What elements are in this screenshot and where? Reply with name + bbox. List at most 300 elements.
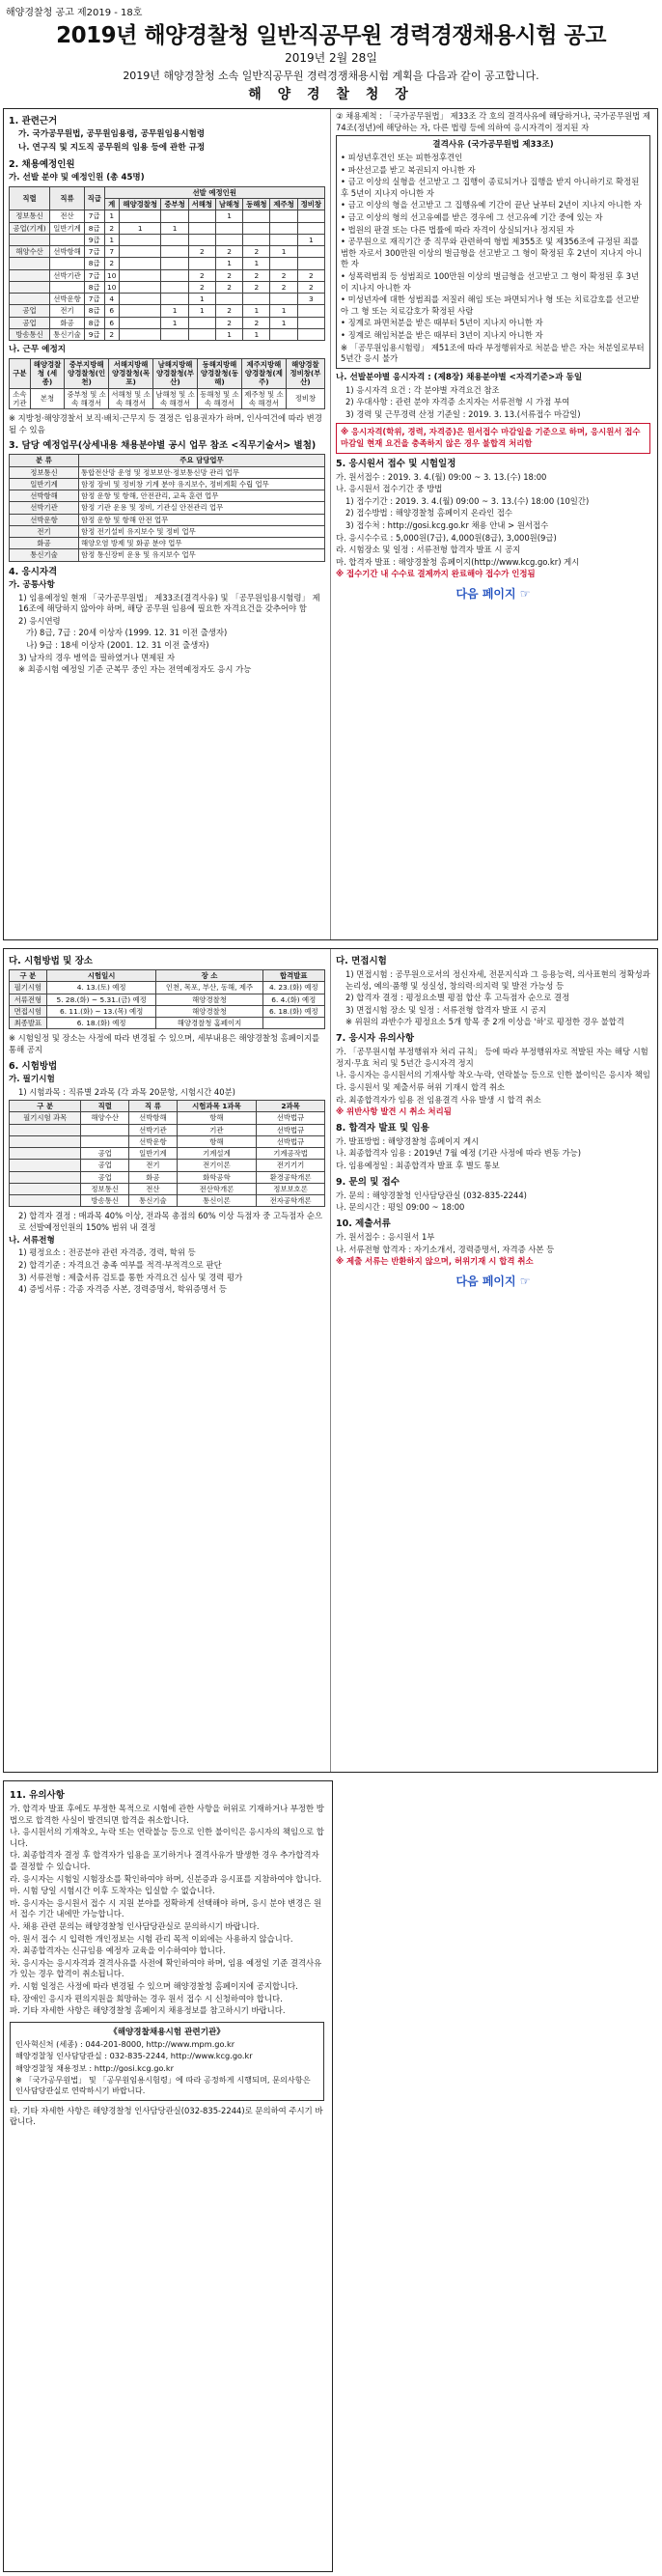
disqualify-note: ※ 「공무원임용시험령」 제51조에 따라 부정행위자로 처분을 받은 자는 처분일로부터 5년간 응시 불가 [341,342,645,364]
table-cell [270,222,297,234]
s6-heading: 6. 시험방법 [9,1060,58,1072]
table-header: 제주지방해양경찰청(제주) [241,358,286,388]
table-cell: 기계공작법 [257,1148,325,1160]
table-header: 장 소 [156,970,262,982]
table-row [10,478,325,490]
table-row [10,549,325,561]
table-cell [243,234,270,245]
table-cell [297,328,324,340]
s5-item: 가. 원서접수 : 2019. 3. 4.(월) 09:00 ~ 3. 13.(수) 18:00 [336,471,547,482]
table-cell [188,234,215,245]
table-cell: 일반기계 [50,222,85,234]
table-cell: 2 [215,281,242,293]
s10-heading: 10. 제출서류 [336,1218,391,1229]
table-row [10,294,325,305]
table-cell [119,305,161,317]
table-cell [188,222,215,234]
table-cell: 동해청 및 소속 해경서 [197,388,241,409]
table-cell: 방송통신 [81,1195,129,1207]
table-cell [119,281,161,293]
table-cell: 공업 [10,305,50,317]
table-cell: 8급 [84,305,104,317]
table-cell: 화공 [129,1171,178,1183]
table-cell: 10 [104,269,119,281]
table-row [10,466,325,478]
disqualify-box-title: 결격사유 (국가공무원법 제33조) [432,140,554,151]
table-cell: 함정 기관 운용 및 정비, 기관실 안전관리 업무 [78,502,324,514]
table-cell: 필기시험 과목 [10,1112,81,1124]
s8-item: 다. 임용예정일 : 최종합격자 발표 후 별도 통보 [336,1161,500,1171]
table-cell: 2 [215,246,242,258]
qualification-item: 3) 경력 및 근무경력 산정 기준일 : 2019. 3. 13.(서류접수 마감일) [345,408,581,419]
table-cell: 2 [270,269,297,281]
table-cell: 최종발표 [10,1018,47,1029]
table-header: 2과목 [257,1101,325,1112]
table-cell [119,234,161,245]
table-cell: 1 [270,305,297,317]
s8-heading: 8. 합격자 발표 및 임용 [336,1122,429,1134]
table-header: 계 [104,199,119,210]
notice-intro: 2019년 해양경찰청 소속 일반직공무원 경력경쟁채용시험 계획을 다음과 같이 공고합니다. [123,70,539,82]
table-cell [10,1171,81,1183]
block2-right-column [336,951,650,1766]
s5-item: 3) 접수처 : http://gosi.kcg.go.kr 채용 안내 > 원서접수 [345,520,549,531]
note-item: 가. 합격자 발표 후에도 부정한 목적으로 시험에 관한 사항을 허위로 기재하거나 부정한 방법으로 합격한 사실이 발견되면 합격을 취소합니다. [10,1804,324,1825]
table-cell: 2 [215,305,242,317]
s7-heading: 7. 응시자 유의사항 [336,1033,415,1045]
table-cell: 전기 [10,525,79,537]
table-row [10,258,325,269]
table-cell: 2 [215,317,242,328]
table-cell: 통신기술 [10,549,79,561]
duty-rows [10,466,325,561]
table-cell [119,317,161,328]
table-cell [10,1195,81,1207]
table-row [10,1195,325,1207]
qualification-item: 1) 응시자격 요건 : 각 분야별 자격요건 참조 [345,384,500,395]
table-header: 서해청 [188,199,215,210]
table-header: 해양경찰청 [119,199,161,210]
table-row [10,234,325,245]
note-item: 카. 시험 일정은 사정에 따라 변경될 수 있으며 해양경찰청 홈페이지에 공지합니다. [10,1981,298,1992]
table-cell: 항해 [177,1135,256,1147]
table-cell [119,294,161,305]
table-header: 동해지방해양경찰청(동해) [197,358,241,388]
table-cell [119,269,161,281]
table-cell: 전기 [129,1160,178,1171]
table-cell: 1 [215,210,242,222]
notice-number: 해양경찰청 공고 제2019 - 18호 [6,8,143,18]
table-cell: 필기시험 [10,982,47,994]
table-cell: 9급 [84,234,104,245]
s4-item: 나) 9급 : 18세 이상자 (2001. 12. 31 이전 출생자) [26,640,209,651]
table-header: 시험일시 [46,970,156,982]
table-cell [10,1148,81,1160]
table-cell: 1 [104,210,119,222]
table-cell: 정보보호론 [257,1183,325,1194]
table-cell: 화공 [10,538,79,549]
s6-item: 2) 합격기준 : 자격요건 충족 여부를 적격·부적격으로 판단 [18,1260,222,1270]
table-cell: 남해청 및 소속 해경서 [153,388,198,409]
table-cell: 4. 23.(화) 예정 [262,982,324,994]
table-cell: 1 [119,222,161,234]
next-page-link[interactable]: 다음 페이지 ☞ [455,1274,531,1288]
table-cell: 4. 13.(토) 예정 [46,982,156,994]
table-cell: 1 [297,234,324,245]
table-cell: 함정 운항 및 항해 안전 업무 [78,514,324,525]
table-cell: 8급 [84,281,104,293]
table-cell [10,294,50,305]
qualification-heading: 나. 선발분야별 응시자격 : (제8장) 채용분야별 <자격기준>과 동일 [336,372,583,382]
table-cell [10,234,50,245]
table-cell: 전산학개론 [177,1183,256,1194]
table-row [10,514,325,525]
s5-item: 나. 응시원서 접수기간 중 방법 [336,484,443,494]
table-cell: 해양오염 방제 및 화공 분야 업무 [78,538,324,549]
table-cell: 인천, 목포, 부산, 동해, 제주 [156,982,262,994]
table-header: 제주청 [270,199,297,210]
table-cell [50,258,85,269]
table-cell: 7급 [84,294,104,305]
s6-item: 1) 평정요소 : 전공분야 관련 자격증, 경력, 학위 등 [18,1247,196,1258]
duty-table [9,454,325,561]
table-row [10,994,325,1005]
table-cell: 전기 [50,305,85,317]
note-item: 아. 원서 접수 시 입력한 개인정보는 시험 관리 목적 이외에는 사용하지 않습니다. [10,1933,293,1944]
table-row [10,281,325,293]
table-cell [215,222,242,234]
table-cell: 1 [188,305,215,317]
table-cell: 7급 [84,210,104,222]
table-cell [243,210,270,222]
related-agency: 인사혁신처 (세종) : 044-201-8000, http://www.mpm.go.kr [15,2039,235,2050]
s4-item: 2) 응시연령 [18,615,61,626]
table-cell: 해양수산 [81,1112,129,1124]
note-item: 차. 응시자는 응시자격과 결격사유를 사전에 확인하여야 하며, 임용 예정일 기준 결격사유가 있는 경우 합격이 취소됩니다. [10,1957,322,1979]
table-cell [243,294,270,305]
table-cell: 선박항해 [50,246,85,258]
table-cell [161,269,188,281]
table-cell: 선박항해 [10,490,79,502]
disqualify-item: • 징계로 해임처분을 받은 때부터 3년이 지나지 아니한 자 [341,329,543,340]
schedule-note: ※ 시험일정 및 장소는 사정에 따라 변경될 수 있으며, 세부내용은 해양경찰청 홈페이지를 통해 공지 [9,1033,320,1054]
s6-item: 1) 시험과목 : 직류별 2과목 (각 과목 20문항, 시험시간 40분) [18,1086,235,1097]
table-row [10,1135,325,1147]
table-header: 주요 담당업무 [78,455,324,466]
s2-subheading: 가. 선발 분야 및 예정인원 (총 45명) [9,172,145,182]
table-cell: 통신기술 [129,1195,178,1207]
s7-item: 나. 응시자는 응시원서의 기재사항 착오·누락, 연락불능 등으로 인한 불이익은 응시자 책임 [336,1070,650,1080]
section-block-1 [3,108,658,940]
table-row [10,502,325,514]
table-header: 정비창 [297,199,324,210]
s9-item: 나. 문의시간 : 평일 09:00 ~ 18:00 [336,1202,465,1213]
interview-heading: 다. 면접시험 [336,956,387,966]
s4-item: 가) 8급, 7급 : 20세 이상자 (1999. 12. 31 이전 출생자) [26,628,228,638]
table-cell: 선박운항 [50,294,85,305]
block1-left-column [9,111,325,934]
final-note: 타. 기타 자세한 사항은 해양경찰청 인사담당관실(032-835-2244)로 문의하여 주시기 바랍니다. [10,2105,323,2127]
table-cell [10,1183,81,1194]
table-cell: 정보통신 [81,1183,129,1194]
table-cell: 선박법규 [257,1124,325,1135]
table-cell [10,281,50,293]
next-page-link[interactable]: 다음 페이지 ☞ [455,587,531,602]
table-header: 구 분 [10,1101,81,1112]
table-cell: 선박운항 [10,514,79,525]
s1-item: 가. 국가공무원법, 공무원임용령, 공무원임용시험령 [18,129,206,140]
table-cell: 선박운항 [129,1135,178,1147]
table-cell: 1 [188,294,215,305]
table-row [10,246,325,258]
s1-heading: 1. 관련근거 [9,116,58,126]
table-cell [215,234,242,245]
table-row [10,317,325,328]
table-cell: 1 [161,317,188,328]
s5-red-note: ※ 접수기간 내 수수료 결제까지 완료해야 접수가 인정됨 [336,569,536,579]
s6-item: 4) 증빙서류 : 각종 자격증 사본, 경력증명서, 학위증명서 등 [18,1284,228,1295]
table-cell: 환경공학개론 [257,1171,325,1183]
disqualify-item: • 징계로 파면처분을 받은 때부터 5년이 지나지 아니한 자 [341,318,543,328]
workplace-note: ※ 지방청·해양경찰서 보직·배치·근무지 등 결정은 임용권자가 하며, 인사여건에 따라 변경될 수 있음 [9,413,322,434]
table-cell: 2 [215,269,242,281]
s6-item: 2) 합격자 결정 : 매과목 40% 이상, 전과목 총점의 60% 이상 득점자 중 고득점자 순으로 선발예정인원의 150% 범위 내 결정 [18,1211,323,1232]
s4-item: 1) 임용예정일 현재 「국가공무원법」 제33조(결격사유) 및 「공무원임용시험령」 제16조에 해당하지 않아야 하며, 해당 공무원 임용에 필요한 자격요건을 갖추어야 함 [18,592,320,614]
interview-item: 2) 합격자 결정 : 평정요소별 평점 합산 후 고득점자 순으로 결정 [345,993,570,1003]
table-cell: 정보통신 [10,210,50,222]
table-cell: 6 [104,305,119,317]
table-cell [262,1018,324,1029]
table-cell: 1 [243,258,270,269]
table-header: 직 류 [129,1101,178,1112]
table-row [10,222,325,234]
s4-item: 3) 남자의 경우 병역을 필하였거나 면제된 자 [18,652,176,662]
s5-item: 라. 시험장소 및 일정 : 서류전형 합격자 발표 시 공지 [336,545,521,555]
table-cell: 2 [104,258,119,269]
table-cell: 전기이론 [177,1160,256,1171]
table-cell: 6. 18.(화) 예정 [262,1005,324,1017]
table-cell: 공업 [10,317,50,328]
table-cell: 6. 11.(화) ~ 13.(목) 예정 [46,1005,156,1017]
table-cell [297,317,324,328]
table-cell: 해양경찰청 홈페이지 [156,1018,262,1029]
s9-item: 가. 문의 : 해양경찰청 인사담당관실 (032-835-2244) [336,1190,527,1200]
table-cell: 함정 장비 및 정비창 기계 분야 유지보수, 정비계획 수립 업무 [78,478,324,490]
table-cell: 선박기관 [50,269,85,281]
written-subject-table [9,1100,325,1207]
block1-right-column [336,111,650,934]
table-cell [270,210,297,222]
exam-method-heading: 다. 시험방법 및 장소 [9,956,93,966]
table-cell: 선박기관 [129,1124,178,1135]
table-cell: 1 [104,234,119,245]
table-cell [10,269,50,281]
qualification-red-note: ※ 응시자격(학위, 경력, 자격증)은 원서접수 마감일을 기준으로 하며, 응시원서 접수 마감일 현재 요건을 충족하지 않은 경우 불합격 처리함 [336,423,650,453]
block3-column [10,1785,324,2563]
disqualify-item: • 파산선고를 받고 복권되지 아니한 자 [341,164,476,175]
table-cell: 전기기기 [257,1160,325,1171]
recruit-rows [10,210,325,341]
table-header: 해양경찰정비창(부산) [286,358,324,388]
table-row [10,210,325,222]
interview-note: ※ 위원의 과반수가 평정요소 5개 항목 중 2개 이상을 '하'로 평정한 경우 불합격 [345,1017,624,1027]
table-cell: 1 [215,258,242,269]
s8-item: 나. 최종합격자 임용 : 2019년 7월 예정 (기관 사정에 따라 변동 가능) [336,1148,582,1159]
table-row [10,1171,325,1183]
table-cell [297,258,324,269]
disqualify-item: • 피성년후견인 또는 피한정후견인 [341,153,463,163]
section-block-2 [3,948,658,1773]
table-row [10,1183,325,1194]
table-cell [10,1124,81,1135]
table-cell [215,294,242,305]
table-cell: 3 [297,294,324,305]
table-header: 중부청 [161,199,188,210]
table-row [10,388,325,409]
table-cell [161,234,188,245]
s8-item: 가. 발표방법 : 해양경찰청 홈페이지 게시 [336,1135,480,1146]
s6-sub-b: 나. 서류전형 [9,1235,55,1246]
s10-red-note: ※ 제출 서류는 반환하지 않으며, 허위기재 시 합격 취소 [336,1256,534,1267]
table-row [10,1018,325,1029]
s4-heading: 4. 응시자격 [9,566,58,577]
table-cell: 2 [188,281,215,293]
table-header: 선발 예정인원 [104,186,324,198]
table-cell: 6. 18.(화) 예정 [46,1018,156,1029]
table-cell: 1 [243,328,270,340]
table-cell: 해양수산 [10,246,50,258]
note-item: 다. 최종합격자 결정 후 합격자가 임용을 포기하거나 결격사유가 발생한 경우 추가합격자를 결정할 수 있습니다. [10,1850,319,1872]
table-cell [10,1135,81,1147]
table-cell: 정비창 [286,388,324,409]
table-cell: 1 [161,305,188,317]
s5-item: 2) 접수방법 : 해양경찰청 홈페이지 온라인 접수 [345,508,513,518]
table-cell: 7 [104,246,119,258]
note-item: 자. 최종합격자는 신규임용 예정자 교육을 이수하여야 합니다. [10,1946,226,1956]
table-cell: 선박기관 [10,502,79,514]
table-cell: 공업 [81,1148,129,1160]
s2-heading: 2. 채용예정인원 [9,158,75,170]
table-cell: 함정 통신장비 운용 및 유지보수 업무 [78,549,324,561]
table-cell [297,246,324,258]
table-cell: 6. 4.(화) 예정 [262,994,324,1005]
disqualify-box [336,135,650,369]
table-cell: 기계설계 [177,1148,256,1160]
table-row [10,1005,325,1017]
table-cell: 화공 [50,317,85,328]
table-cell: 해양경찰청 [156,994,262,1005]
table-cell: 10 [104,281,119,293]
table-cell: 통신기술 [50,328,85,340]
table-header: 직류 [50,186,85,210]
s6-item: 3) 서류전형 : 제출서류 검토를 통한 자격요건 심사 및 경력 평가 [18,1272,243,1282]
table-cell [270,258,297,269]
table-cell [161,281,188,293]
table-cell: 8급 [84,317,104,328]
related-agency: 해양경찰청 인사담당관실 : 032-835-2244, http://www.kcg.go.kr [15,2051,253,2061]
table-cell: 2 [104,222,119,234]
table-cell: 1 [161,222,188,234]
table-cell: 공업 [81,1160,129,1171]
table-cell: 1 [215,328,242,340]
table-cell [161,328,188,340]
disqualify-item: • 금고 이상의 실형을 선고받고 그 집행이 종료되거나 집행을 받지 아니하기로 확정된 후 5년이 지나지 아니한 자 [341,177,640,198]
s5-item: 1) 접수기간 : 2019. 3. 4.(월) 09:00 ~ 3. 13.(수) 18:00 (10일간) [345,495,590,506]
table-cell: 서류전형 [10,994,47,1005]
table-cell: 중부청 및 소속 해경서 [65,388,109,409]
table-header: 구분 [10,358,31,388]
s7-item: 라. 최종합격자가 임용 전 임용결격 사유 발생 시 합격 취소 [336,1094,541,1105]
table-cell: 1 [270,246,297,258]
table-row [10,982,325,994]
disqualify-list [341,153,646,342]
table-cell [81,1135,129,1147]
s10-item: 나. 서류전형 합격자 : 자기소개서, 경력증명서, 자격증 사본 등 [336,1244,555,1254]
table-cell: 8급 [84,222,104,234]
table-cell: 1 [243,305,270,317]
table-cell: 공업 [81,1171,129,1183]
table-cell [270,234,297,245]
table-cell [161,294,188,305]
table-cell: 공업(기계) [10,222,50,234]
s10-item: 가. 원서접수 : 응시원서 1부 [336,1232,435,1243]
issuing-organization: 해 양 경 찰 청 장 [248,87,414,102]
table-row [10,305,325,317]
note-item: 타. 장애인 응시자 편의지원을 희망하는 경우 원서 접수 시 신청하여야 합니다. [10,1993,283,2003]
table-cell: 일반기계 [129,1148,178,1160]
table-cell: 7급 [84,269,104,281]
exam-schedule-table [9,969,325,1029]
table-header: 해양경찰청 (세종) [30,358,64,388]
table-cell [297,305,324,317]
table-cell: 2 [188,269,215,281]
table-cell [119,210,161,222]
table-row [10,490,325,502]
note-item: 나. 응시원서의 기재착오, 누락 또는 연락불능 등으로 인한 불이익은 응시자의 책임으로 합니다. [10,1827,324,1848]
note-item: 사. 채용 관련 문의는 해양경찰청 인사담당관실로 문의하시기 바랍니다. [10,1921,260,1932]
s5-item: 마. 합격자 발표 : 해양경찰청 홈페이지(http://www.kcg.go.kr) 게시 [336,556,580,567]
related-agency-note: ※ 「국가공무원법」 및 「공무원임용시험령」에 따라 공정하게 시행되며, 문의사항은 인사담당관실로 연락하시기 바랍니다. [15,2074,311,2095]
table-cell: 6 [104,317,119,328]
table-cell: 8급 [84,258,104,269]
table-cell: 2 [243,281,270,293]
recruit-count-table [9,186,325,341]
interview-item: 3) 면접시험 장소 및 일정 : 서류전형 합격자 발표 시 공지 [345,1004,546,1015]
note-item: 파. 기타 자세한 사항은 해양경찰청 홈페이지 채용정보를 참고하시기 바랍니다. [10,2005,286,2016]
table-header: 합격발표 [262,970,324,982]
interview-item: 1) 면접시험 : 공무원으로서의 정신자세, 전문지식과 그 응용능력, 의사표현의 정확성과 논리성, 예의·품행 및 성실성, 창의력·의지력 및 발전 가능성 등 [345,969,650,991]
table-cell: 2 [297,269,324,281]
table-row [10,1148,325,1160]
notes-list [10,1804,324,2017]
related-agencies-box [10,2022,324,2101]
page-title: 2019년 해양경찰청 일반직공무원 경력경쟁채용시험 공고 [56,23,606,48]
table-cell [161,210,188,222]
table-cell [119,328,161,340]
table-cell [270,294,297,305]
table-row [10,525,325,537]
table-cell [188,258,215,269]
table-cell: 전자공학개론 [257,1195,325,1207]
workplace-table [9,358,325,409]
table-cell: 화학공학 [177,1171,256,1183]
table-cell: 본청 [30,388,64,409]
table-cell [297,210,324,222]
block2-left-column [9,951,325,1766]
table-header: 구 분 [10,970,47,982]
table-cell: 전산 [50,210,85,222]
table-cell: 1 [270,317,297,328]
